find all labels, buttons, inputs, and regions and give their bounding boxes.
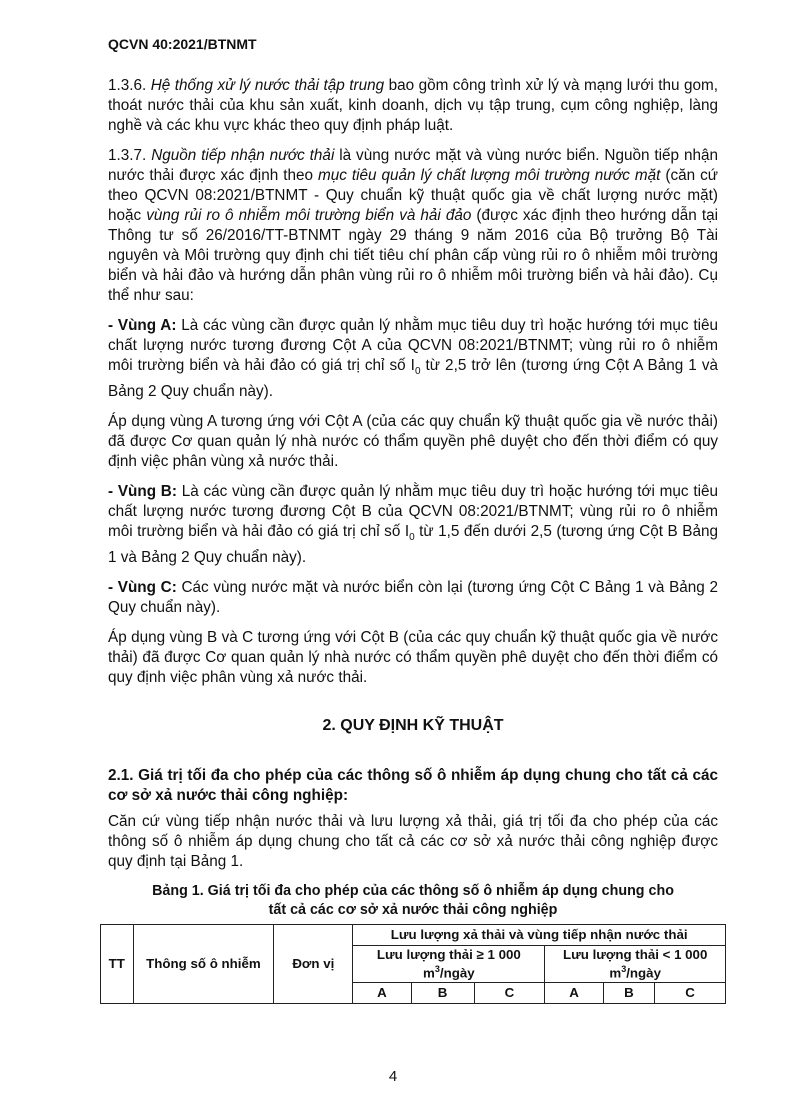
clause-text: là vùng nước mặt và vùng nước biển. Nguồn tiếp nhận nước thải được xác định theo (108, 147, 718, 184)
header-col-c: C (655, 983, 726, 1004)
page-number: 4 (388, 1068, 398, 1085)
header-unit: Đơn vị (274, 925, 353, 1004)
paragraph-1-3-7 (108, 146, 718, 306)
header-tt: TT (101, 925, 134, 1004)
header-col-a: A (353, 983, 411, 1004)
zone-label: - Vùng C: (108, 579, 177, 597)
superscript: 3 (434, 964, 440, 975)
term-italic: Nguồn tiếp nhận nước thải (151, 147, 335, 164)
header-col-b: B (411, 983, 474, 1004)
clause-text: (được xác định theo hướng dẫn tại Thông tư số 26/2016/TT-BTNMT ngày 29 tháng 9 năm 2016 của Bộ trưởng Bộ Tài nguyên và Môi trường quy định chi tiết tiêu chí phân cấp vùng rủi ro ô nhiễm môi trường biển và hải đảo và hướng dẫn phân vùng rủi ro ô nhiễm môi trường biển và hải đảo). Cụ thể như sau: (108, 207, 718, 304)
clause-number: 1.3.6. (108, 77, 151, 94)
document-body (108, 76, 718, 1004)
subsection-text: Căn cứ vùng tiếp nhận nước thải và lưu lượng xả thải, giá trị tối đa cho phép của các thông số ô nhiễm áp dụng chung cho tất cả các cơ sở xả nước thải công nghiệp được quy định tại Bảng 1. (108, 813, 718, 871)
zone-text: Là các vùng cần được quản lý nhằm mục tiêu duy trì hoặc hướng tới mục tiêu chất lượng nước tương đương Cột A của QCVN 08:2021/BTNMT; vùng rủi ro ô nhiễm môi trường biển và hải đảo có giá trị chỉ số I (108, 317, 718, 374)
unit-m: m (423, 965, 435, 981)
zone-text: từ 1,5 đến dưới 2,5 (tương ứng Cột B Bảng 1 và Bảng 2 Quy chuẩn này). (108, 523, 718, 567)
term-italic: vùng rủi ro ô nhiễm môi trường biển và hải đảo (146, 207, 472, 224)
clause-text: (căn cứ theo QCVN 08:2021/BTNMT - Quy chuẩn kỹ thuật quốc gia về chất lượng nước mặt) hoặc (108, 167, 719, 224)
header-col-b: B (603, 983, 655, 1004)
unit-per-day: /ngày (626, 965, 661, 981)
superscript: 3 (621, 964, 627, 975)
unit-per-day: /ngày (439, 965, 475, 981)
term-italic: Hệ thống xử lý nước thải tập trung (150, 77, 385, 94)
header-flow-ge (353, 946, 545, 983)
paragraph-1-3-6 (108, 76, 718, 136)
header-flow-group: Lưu lượng xả thải và vùng tiếp nhận nước thải (353, 925, 726, 946)
paragraph-zone-b (108, 482, 718, 568)
subscript: 0 (414, 366, 421, 378)
zone-label: - Vùng B: (108, 483, 177, 501)
header-flow-lt (545, 946, 726, 983)
header-col-c: C (474, 983, 545, 1004)
table-caption (108, 882, 718, 920)
paragraph-apply-a: Áp dụng vùng A tương ứng với Cột A (của các quy chuẩn kỹ thuật quốc gia về nước thải) đã được Cơ quan quản lý nhà nước có thẩm quyền phê duyệt cho đến thời điểm có quy định việc phân vùng xả nước thải. (108, 413, 718, 471)
header-param: Thông số ô nhiễm (133, 925, 274, 1004)
paragraph-zone-a (108, 316, 718, 402)
clause-text: bao gồm công trình xử lý và mạng lưới thu gom, thoát nước thải của khu sản xuất, kinh doanh, dịch vụ tập trung, cụm công nghiệp, làng nghề và các khu vực khác theo quy định pháp luật. (108, 77, 718, 134)
unit-m: m (609, 965, 622, 981)
table-caption-line: tất cả các cơ sở xả nước thải công nghiệp (268, 902, 558, 919)
table-header-row (101, 925, 726, 946)
document-code-header: QCVN 40:2021/BTNMT (108, 36, 257, 52)
paragraph-zone-c (108, 578, 718, 618)
zone-text: Là các vùng cần được quản lý nhằm mục tiêu duy trì hoặc hướng tới mục tiêu chất lượng nước tương đương Cột B của QCVN 08:2021/BTNMT; vùng rủi ro ô nhiễm môi trường biển và hải đảo có giá trị chỉ số I (108, 483, 718, 541)
subsection-title: 2.1. Giá trị tối đa cho phép của các thông số ô nhiễm áp dụng chung cho tất cả các cơ sở xả nước thải công nghiệp: (108, 767, 718, 805)
subscript: 0 (409, 532, 415, 544)
section-title: 2. QUY ĐỊNH KỸ THUẬT (322, 717, 504, 735)
limits-table (100, 924, 726, 1004)
header-col-a: A (545, 983, 603, 1004)
clause-number: 1.3.7. (108, 147, 152, 164)
zone-label: - Vùng A: (108, 317, 177, 334)
zone-text: từ 2,5 trở lên (tương ứng Cột A Bảng 1 và Bảng 2 Quy chuẩn này). (108, 357, 719, 401)
flow-label: Lưu lượng thải < 1 000 (563, 947, 708, 963)
flow-label: Lưu lượng thải ≥ 1 000 (376, 947, 521, 963)
zone-text: Các vùng nước mặt và nước biển còn lại (tương ứng Cột C Bảng 1 và Bảng 2 Quy chuẩn này). (108, 579, 718, 617)
paragraph-apply-bc: Áp dụng vùng B và C tương ứng với Cột B (của các quy chuẩn kỹ thuật quốc gia về nước thải) đã được Cơ quan quản lý nhà nước có thẩm quyền phê duyệt cho đến thời điểm có quy định việc phân vùng xả nước thải. (108, 629, 718, 687)
table-caption-line: Bảng 1. Giá trị tối đa cho phép của các thông số ô nhiễm áp dụng chung cho (152, 883, 674, 900)
term-italic: mục tiêu quản lý chất lượng môi trường nước mặt (317, 167, 661, 184)
